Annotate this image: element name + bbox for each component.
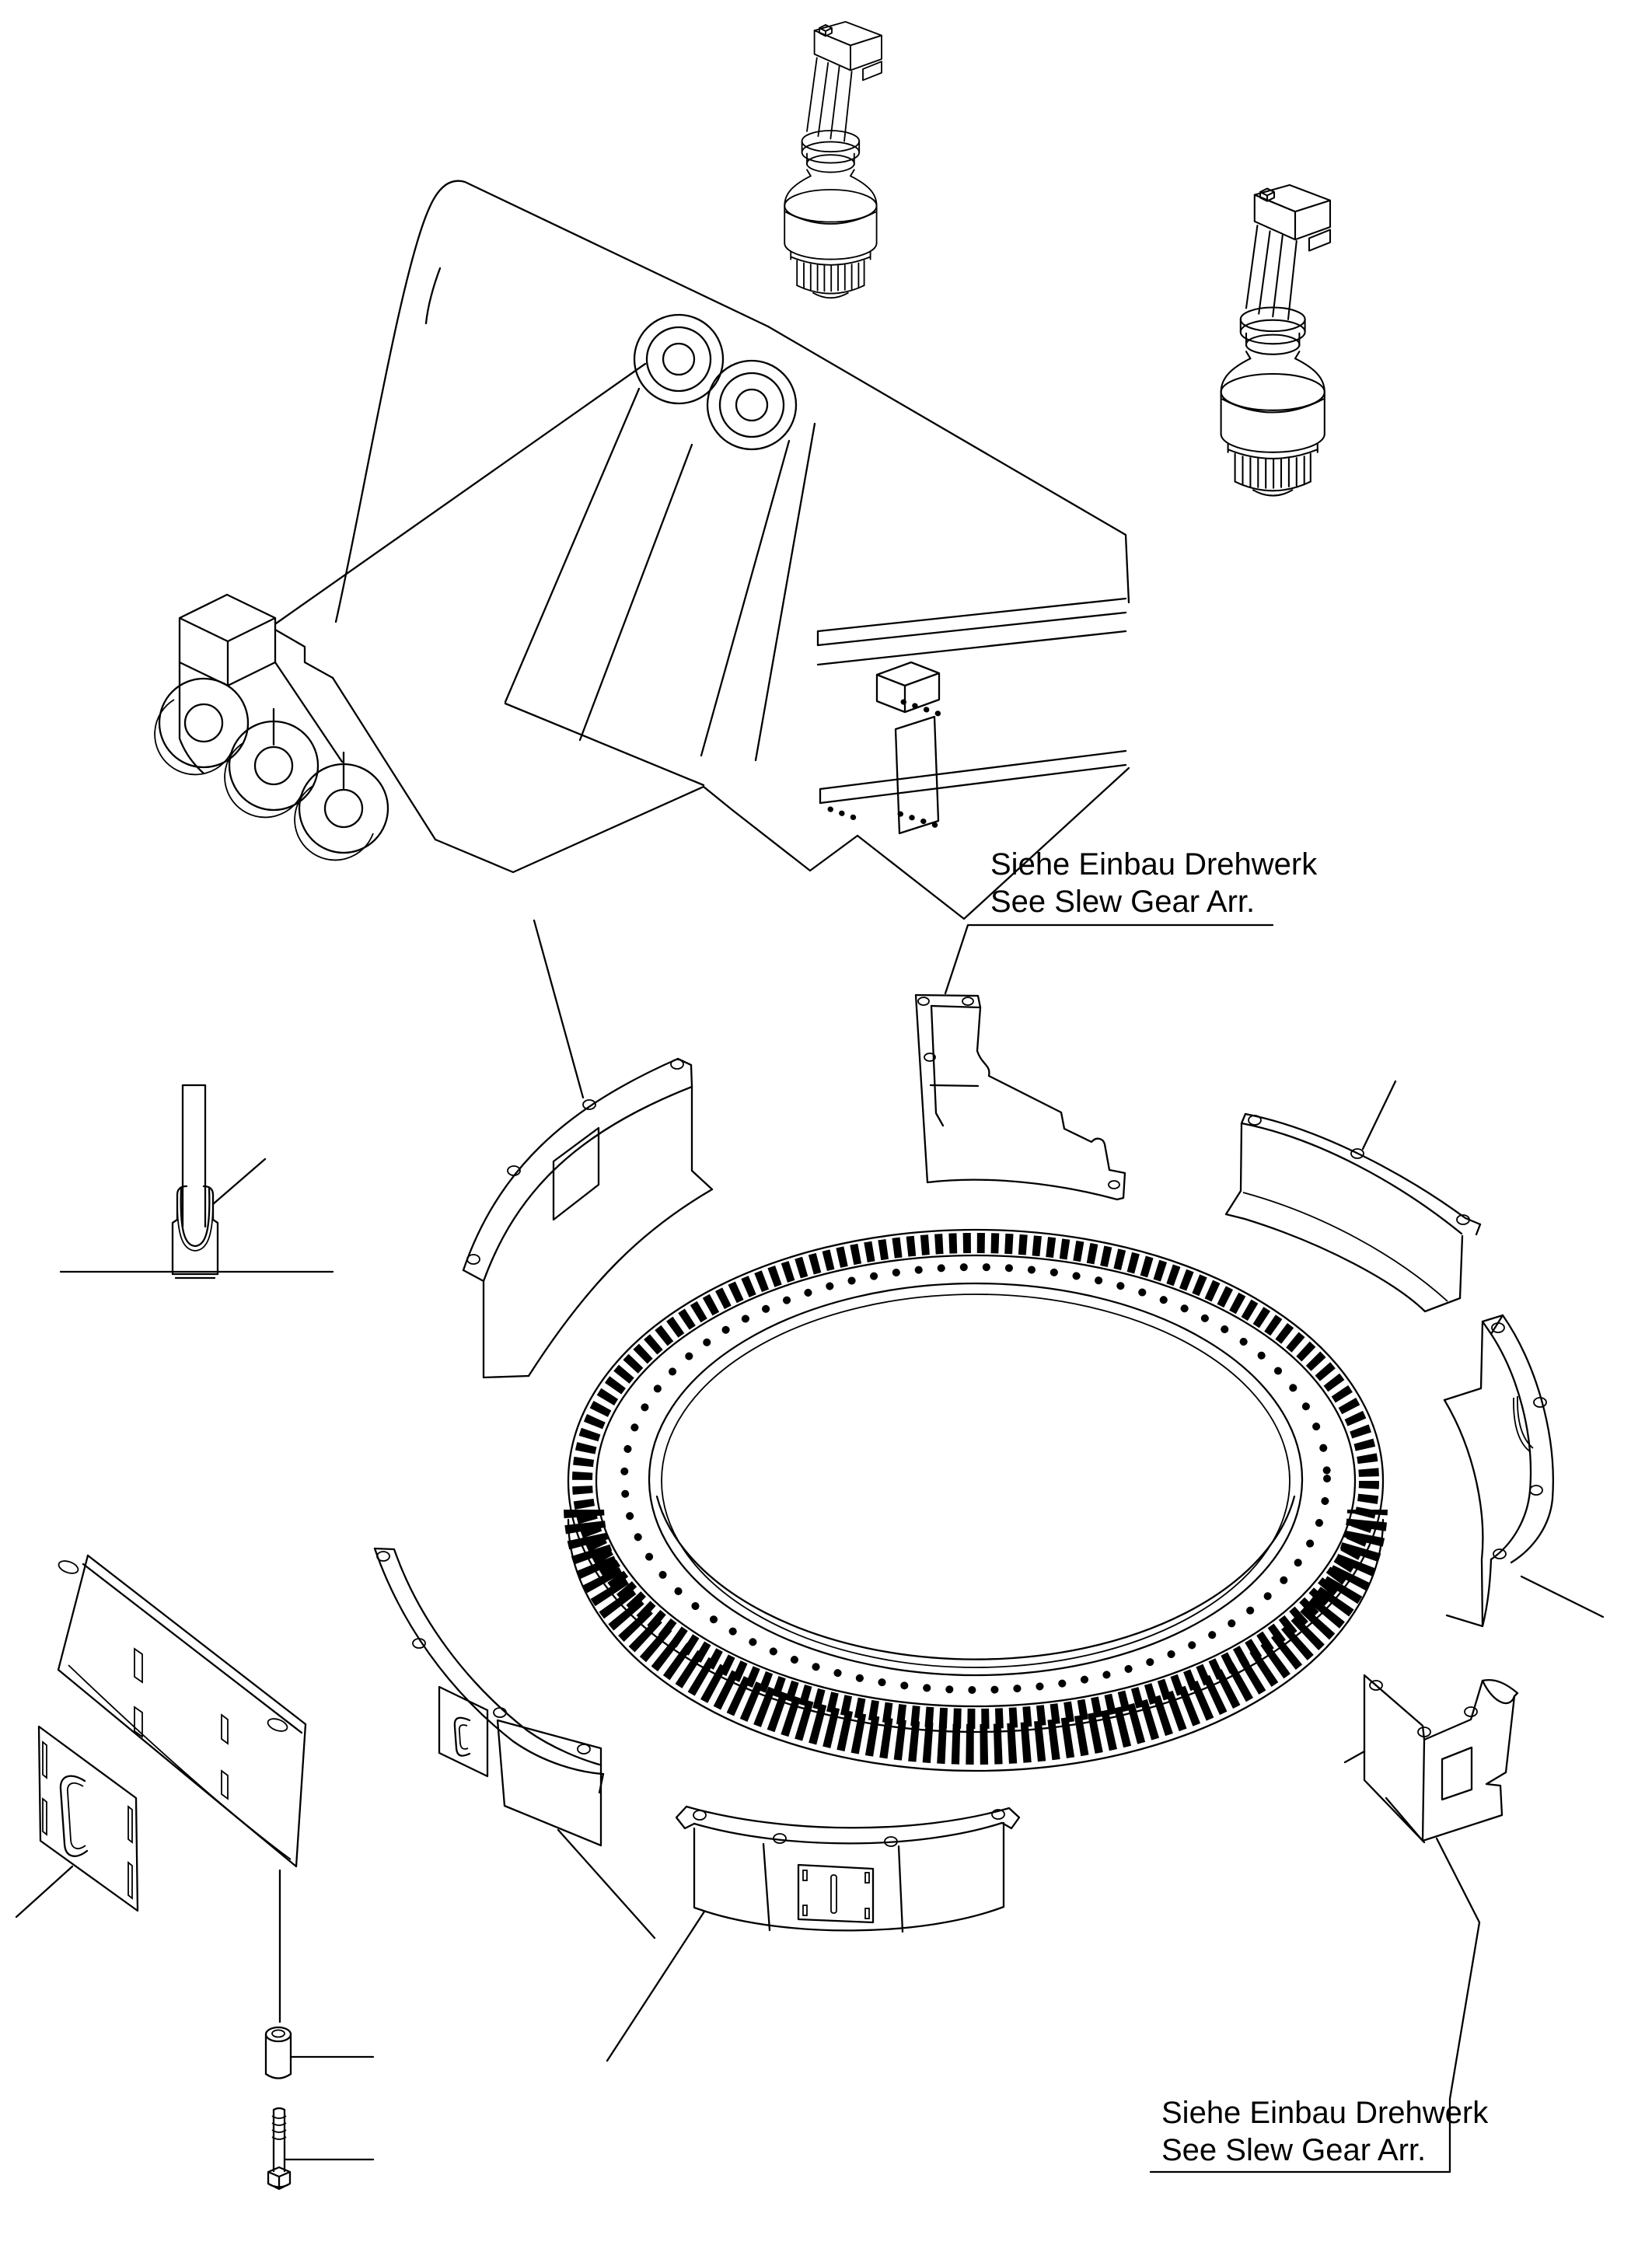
annotation-leaders (945, 925, 1479, 2172)
slew-ring-gear (568, 1230, 1383, 1771)
spacer-bushing (266, 2027, 373, 2079)
leader-line (1363, 1081, 1395, 1149)
bolt-hole-circle (624, 1267, 1327, 1690)
cover-segment-top-left (463, 920, 712, 1377)
slew-motor-right (1221, 185, 1330, 496)
pin-and-saddle-detail (61, 1085, 333, 1278)
leader-line (1521, 1576, 1603, 1617)
frame-beam (818, 599, 1126, 833)
note-top-leader (945, 925, 1273, 993)
cover-segment-bottom-center (607, 1807, 1019, 2061)
note-bottom-line2: See Slew Gear Arr. (1161, 2133, 1427, 2167)
note-top-line1: Siehe Einbau Drehwerk (990, 847, 1318, 882)
slew-motor-left (784, 22, 882, 298)
cover-segment-right (1444, 1315, 1603, 1626)
leader-line (607, 1912, 704, 2061)
slew-gear-note-bottom (1161, 2094, 1488, 2169)
cover-plate-with-handle (16, 1727, 138, 1917)
leader-line (558, 1830, 655, 1938)
leader-line (534, 920, 583, 1098)
leader-line (213, 1159, 265, 1204)
note-top-line2: See Slew Gear Arr. (990, 885, 1256, 919)
leader-line (16, 1866, 72, 1917)
handle (61, 1776, 87, 1856)
cover-panel-far-left (57, 1555, 306, 2022)
frame-ear-lugs (155, 679, 388, 860)
slew-gear-note-top (990, 846, 1317, 920)
upper-frame-weldment (155, 181, 1129, 919)
cover-segment-slew-gear (916, 995, 1125, 1199)
hex-bolt (268, 2108, 373, 2189)
note-bottom-line1: Siehe Einbau Drehwerk (1161, 2096, 1489, 2130)
cover-segment-top-right (1226, 1081, 1480, 1311)
pivot-bracket (505, 315, 815, 785)
cover-segment-corner (1345, 1675, 1518, 1842)
